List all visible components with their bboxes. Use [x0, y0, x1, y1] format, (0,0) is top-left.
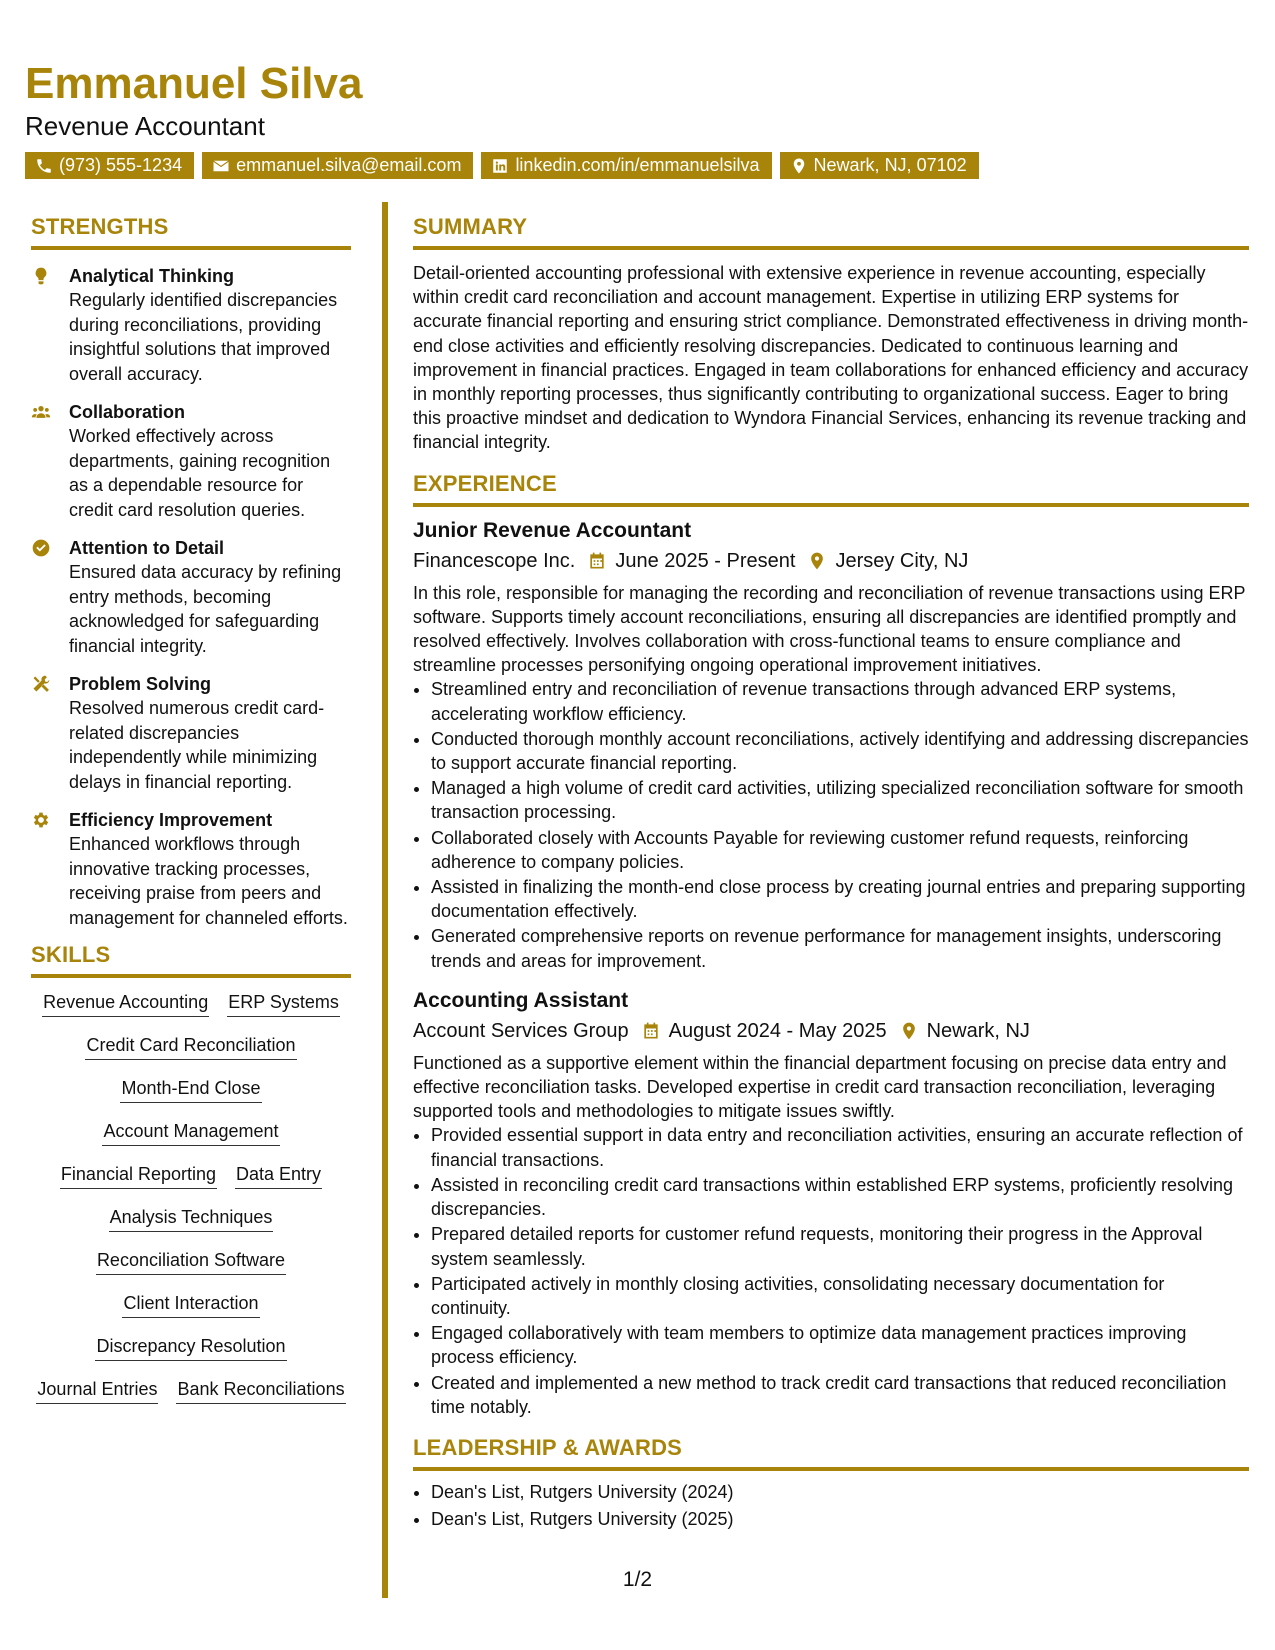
strength-title: Analytical Thinking [69, 266, 235, 286]
skill-tag: Reconciliation Software [96, 1248, 286, 1275]
skill-tag: Analysis Techniques [109, 1205, 274, 1232]
experience-heading: EXPERIENCE [413, 473, 1249, 507]
candidate-title: Revenue Accountant [25, 111, 265, 141]
skill-tag: Discrepancy Resolution [95, 1334, 286, 1361]
contact-phone[interactable] [25, 152, 194, 179]
job-bullet: • Created and implemented a new method to track credit card transactions that reduced reconciliation time notably. [431, 1371, 1249, 1419]
job-dates: August 2024 - May 2025 [668, 1019, 887, 1042]
skill-tag: Data Entry [235, 1162, 322, 1189]
contact-email[interactable] [202, 152, 473, 179]
left-column [31, 216, 351, 1404]
job-description: In this role, responsible for managing the recording and reconciliation of revenue transactions using ERP software. Supports timely account reconciliations, ensuring all discrepancies are identified promptly and resolved effectively. Involves collaboration with cross-functional teams to ensure compliance and streamline processes personifying ongoing operational improvement initiatives. [413, 582, 1246, 676]
phone-icon [35, 157, 53, 175]
job-bullet: • Assisted in finalizing the month-end close process by creating journal entries and preparing supporting documentation effectively. [431, 875, 1249, 923]
job-meta [413, 547, 1249, 575]
skill-tag: Revenue Accounting [42, 990, 209, 1017]
job-bullet: • Generated comprehensive reports on revenue performance for management insights, underscoring trends and areas for improvement. [431, 924, 1249, 972]
job-title: Accounting Assistant [413, 988, 629, 1012]
skill-tag: Month-End Close [120, 1076, 261, 1103]
job-title: Junior Revenue Accountant [413, 518, 692, 542]
job-bullet: • Conducted thorough monthly account reconciliations, actively identifying and addressing discrepancies to support accurate financial reporting. [431, 727, 1249, 775]
strength-item [31, 672, 351, 794]
contact-location [780, 152, 979, 179]
envelope-icon [212, 157, 230, 175]
gear-icon [31, 810, 51, 830]
skill-tag: Credit Card Reconciliation [85, 1033, 296, 1060]
job-bullet: • Prepared detailed reports for customer refund requests, monitoring their progress in the Approval system seamlessly. [431, 1222, 1249, 1270]
award-item: • Dean's List, Rutgers University (2024) [431, 1479, 1249, 1505]
skill-tag: Bank Reconciliations [176, 1377, 345, 1404]
map-pin-icon [899, 1021, 919, 1041]
contact-phone-text: (973) 555-1234 [59, 155, 183, 175]
map-pin-icon [790, 157, 808, 175]
job-bullet: • Managed a high volume of credit card activities, utilizing specialized reconciliation software for smooth transaction processing. [431, 776, 1249, 824]
strength-description: Ensured data accuracy by refining entry methods, becoming acknowledged for safeguarding financial integrity. [69, 562, 342, 656]
job-bullets [413, 677, 1249, 972]
job-description: Functioned as a supportive element within the financial department focusing on precise data entry and effective reconciliation tasks. Developed expertise in credit card transaction reconciliation, leveraging supported tools and methodologies to mitigate issues swiftly. [413, 1052, 1227, 1122]
job-dates: June 2025 - Present [615, 549, 796, 572]
strength-title: Attention to Detail [69, 538, 224, 558]
lightbulb-icon [31, 266, 51, 286]
job-entry [413, 987, 1249, 1419]
strength-title: Collaboration [69, 402, 185, 422]
job-company: Financescope Inc. [413, 549, 576, 572]
contact-bar [25, 152, 979, 179]
skill-tag: Client Interaction [122, 1291, 259, 1318]
job-location: Newark, NJ [926, 1019, 1030, 1042]
job-bullet: • Streamlined entry and reconciliation of revenue transactions through advanced ERP systems, accelerating workflow efficiency. [431, 677, 1249, 725]
calendar-icon [641, 1021, 661, 1041]
column-divider [382, 202, 388, 1598]
skills-heading: SKILLS [31, 944, 351, 978]
skill-tag: Journal Entries [36, 1377, 158, 1404]
job-bullet: • Assisted in reconciling credit card transactions within established ERP systems, proficiently resolving discrepancies. [431, 1173, 1249, 1221]
award-item: • Dean's List, Rutgers University (2025) [431, 1506, 1249, 1532]
contact-linkedin[interactable] [481, 152, 771, 179]
contact-location-text: Newark, NJ, 07102 [813, 155, 967, 175]
calendar-icon [587, 551, 607, 571]
skill-tag: ERP Systems [227, 990, 340, 1017]
strength-description: Worked effectively across departments, gaining recognition as a dependable resource for credit card resolution queries. [69, 426, 331, 520]
check-circle-icon [31, 538, 51, 558]
job-bullet: • Provided essential support in data entry and reconciliation activities, ensuring an accurate reflection of financial transactions. [431, 1123, 1249, 1171]
job-location: Jersey City, NJ [835, 549, 969, 572]
candidate-name: Emmanuel Silva [25, 59, 363, 108]
job-bullet: • Engaged collaboratively with team members to optimize data management practices improving process efficiency. [431, 1321, 1249, 1369]
job-entry [413, 517, 1249, 973]
summary-text: Detail-oriented accounting professional with extensive experience in revenue accounting, especially within credit card reconciliation and account management. Expertise in utilizing ERP systems for accurate financial reporting and ensuring strict compliance. Demonstrated effectiveness in driving month-end close activities and efficiently resolving discrepancies. Dedicated to continuous learning and improvement in financial practices. Engaged in team collaborations for enhanced efficiency and accuracy in monthly reporting processes, thus significantly contributing to organizational success. Eager to bring this proactive mindset and dedication to Wyndora Financial Services, enhancing its revenue tracking and financial integrity. [413, 263, 1249, 453]
skill-tag: Account Management [102, 1119, 279, 1146]
linkedin-icon [491, 157, 509, 175]
strength-item [31, 536, 351, 658]
strength-item [31, 400, 351, 522]
contact-linkedin-text: linkedin.com/in/emmanuelsilva [515, 155, 760, 175]
job-bullet: • Collaborated closely with Accounts Payable for reviewing customer refund requests, reinforcing adherence to company policies. [431, 826, 1249, 874]
job-meta [413, 1017, 1249, 1045]
page-number: 1/2 [622, 1568, 653, 1591]
awards-heading: LEADERSHIP & AWARDS [413, 1437, 1249, 1471]
strength-item [31, 808, 351, 930]
strength-description: Enhanced workflows through innovative tracking processes, receiving praise from peers and management for channeled efforts. [69, 834, 348, 928]
job-company: Account Services Group [413, 1019, 629, 1042]
strength-item [31, 264, 351, 386]
strength-description: Resolved numerous credit card-related discrepancies independently while minimizing delays in financial reporting. [69, 698, 325, 792]
strength-title: Efficiency Improvement [69, 810, 273, 830]
strength-description: Regularly identified discrepancies during reconciliations, providing insightful solutions that improved overall accuracy. [69, 290, 338, 384]
job-bullet: • Participated actively in monthly closing activities, consolidating necessary documentation for continuity. [431, 1272, 1249, 1320]
strength-title: Problem Solving [69, 674, 212, 694]
strengths-list [31, 264, 351, 930]
users-icon [31, 402, 51, 422]
right-column [413, 216, 1249, 1533]
skill-tag: Financial Reporting [60, 1162, 217, 1189]
strengths-heading: STRENGTHS [31, 216, 351, 250]
tools-icon [31, 674, 51, 694]
contact-email-text: emmanuel.silva@email.com [236, 155, 462, 175]
summary-heading: SUMMARY [413, 216, 1249, 250]
map-pin-icon [807, 551, 827, 571]
awards-list [413, 1479, 1249, 1532]
job-bullets [413, 1123, 1249, 1418]
skills-list [31, 990, 351, 1404]
